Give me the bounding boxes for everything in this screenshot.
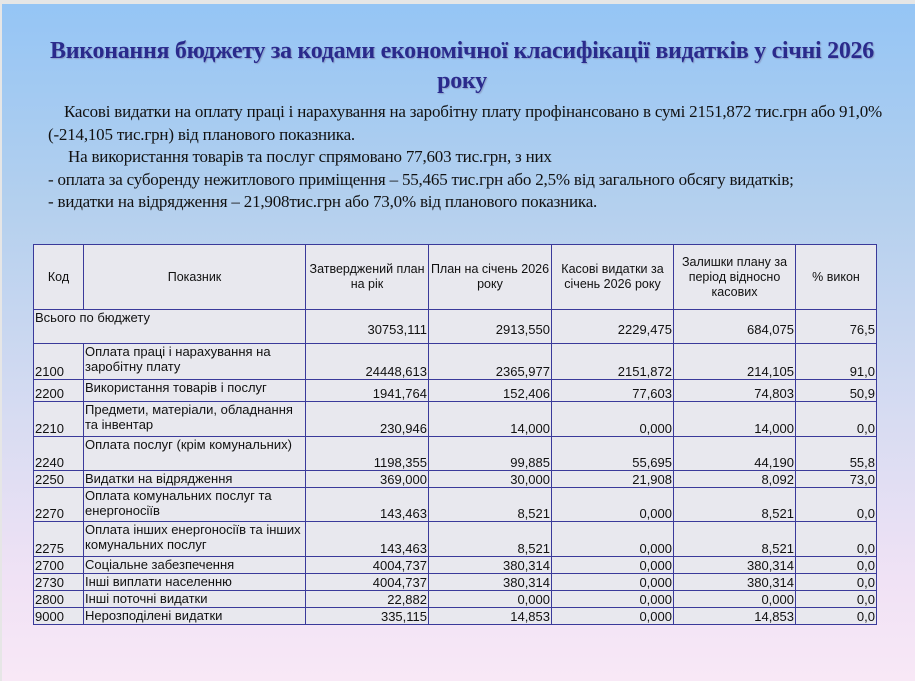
row-cash-expenses: 0,000 xyxy=(552,591,674,608)
header-indicator: Показник xyxy=(84,245,306,310)
row-annual-plan: 4004,737 xyxy=(306,574,429,591)
row-cash-expenses: 55,695 xyxy=(552,437,674,471)
row-annual-plan: 4004,737 xyxy=(306,557,429,574)
row-code: 2100 xyxy=(34,344,84,380)
row-plan-balance: 8,521 xyxy=(674,522,796,557)
row-indicator: Предмети, матеріали, обладнання та інвентар xyxy=(84,402,306,437)
row-january-plan: 8,521 xyxy=(429,522,552,557)
row-percent-done: 73,0 xyxy=(796,471,877,488)
header-percent-done: % викон xyxy=(796,245,877,310)
total-label: Всього по бюджету xyxy=(34,310,306,344)
row-indicator: Інші виплати населенню xyxy=(84,574,306,591)
row-annual-plan: 1198,355 xyxy=(306,437,429,471)
row-plan-balance: 0,000 xyxy=(674,591,796,608)
row-indicator: Оплата праці і нарахування на заробітну плату xyxy=(84,344,306,380)
paragraph-rent: - оплата за суборенду нежитлового приміщення – 55,465 тис.грн або 2,5% від загального обсягу видатків; xyxy=(48,169,794,189)
row-indicator: Видатки на відрядження xyxy=(84,471,306,488)
row-cash-expenses: 0,000 xyxy=(552,557,674,574)
row-code: 2250 xyxy=(34,471,84,488)
total-annual-plan: 30753,111 xyxy=(306,310,429,344)
row-percent-done: 0,0 xyxy=(796,591,877,608)
table-row xyxy=(34,591,877,608)
row-plan-balance: 214,105 xyxy=(674,344,796,380)
table-row xyxy=(34,574,877,591)
row-january-plan: 380,314 xyxy=(429,574,552,591)
row-cash-expenses: 0,000 xyxy=(552,488,674,522)
paragraph-goods: На використання товарів та послуг спрямовано 77,603 тис.грн, з них xyxy=(68,147,552,166)
row-plan-balance: 380,314 xyxy=(674,574,796,591)
paragraph-salary: Касові видатки на оплату праці і нарахування на заробітну плату профінансовано в сумі 2151,872 тис.грн або 91,0% (-214,105 тис.грн) від планового показника. xyxy=(48,102,882,144)
row-indicator: Інші поточні видатки xyxy=(84,591,306,608)
row-annual-plan: 1941,764 xyxy=(306,380,429,402)
row-percent-done: 0,0 xyxy=(796,402,877,437)
row-january-plan: 8,521 xyxy=(429,488,552,522)
table-row xyxy=(34,437,877,471)
row-percent-done: 0,0 xyxy=(796,608,877,625)
row-cash-expenses: 21,908 xyxy=(552,471,674,488)
total-cash-expenses: 2229,475 xyxy=(552,310,674,344)
table-row xyxy=(34,471,877,488)
row-code: 2275 xyxy=(34,522,84,557)
table-row xyxy=(34,380,877,402)
row-cash-expenses: 0,000 xyxy=(552,608,674,625)
row-percent-done: 91,0 xyxy=(796,344,877,380)
row-indicator: Оплата інших енергоносіїв та інших комунальних послуг xyxy=(84,522,306,557)
row-code: 2700 xyxy=(34,557,84,574)
row-january-plan: 152,406 xyxy=(429,380,552,402)
row-annual-plan: 22,882 xyxy=(306,591,429,608)
row-code: 2240 xyxy=(34,437,84,471)
row-plan-balance: 8,092 xyxy=(674,471,796,488)
row-indicator: Використання товарів і послуг xyxy=(84,380,306,402)
paragraph-travel: - видатки на відрядження – 21,908тис.грн або 73,0% від планового показника. xyxy=(48,192,598,211)
row-percent-done: 0,0 xyxy=(796,557,877,574)
row-indicator: Оплата послуг (крім комунальних) xyxy=(84,437,306,471)
row-code: 2210 xyxy=(34,402,84,437)
row-annual-plan: 143,463 xyxy=(306,522,429,557)
row-annual-plan: 335,115 xyxy=(306,608,429,625)
page-title: Виконання бюджету за кодами економічної класифікації видатків у січні 2026 року xyxy=(50,38,874,94)
budget-table xyxy=(33,244,877,625)
row-indicator: Оплата комунальних послуг та енергоносіїв xyxy=(84,488,306,522)
header-annual-plan: Затверджений план на рік xyxy=(306,245,429,310)
row-plan-balance: 14,000 xyxy=(674,402,796,437)
row-annual-plan: 230,946 xyxy=(306,402,429,437)
row-january-plan: 380,314 xyxy=(429,557,552,574)
header-plan-balance: Залишки плану за період відносно касових xyxy=(674,245,796,310)
row-cash-expenses: 0,000 xyxy=(552,402,674,437)
row-plan-balance: 380,314 xyxy=(674,557,796,574)
summary-text xyxy=(48,101,888,214)
row-code: 2730 xyxy=(34,574,84,591)
row-percent-done: 0,0 xyxy=(796,522,877,557)
row-code: 2270 xyxy=(34,488,84,522)
row-annual-plan: 369,000 xyxy=(306,471,429,488)
row-annual-plan: 24448,613 xyxy=(306,344,429,380)
total-row xyxy=(34,310,877,344)
row-indicator: Соціальне забезпечення xyxy=(84,557,306,574)
table-row xyxy=(34,344,877,380)
row-january-plan: 0,000 xyxy=(429,591,552,608)
header-january-plan: План на січень 2026 року xyxy=(429,245,552,310)
row-plan-balance: 8,521 xyxy=(674,488,796,522)
total-percent-done: 76,5 xyxy=(796,310,877,344)
total-january-plan: 2913,550 xyxy=(429,310,552,344)
row-code: 2800 xyxy=(34,591,84,608)
row-plan-balance: 74,803 xyxy=(674,380,796,402)
header-cash-expenses: Касові видатки за січень 2026 року xyxy=(552,245,674,310)
row-annual-plan: 143,463 xyxy=(306,488,429,522)
row-indicator: Нерозподілені видатки xyxy=(84,608,306,625)
table-row xyxy=(34,488,877,522)
row-january-plan: 14,000 xyxy=(429,402,552,437)
table-row xyxy=(34,402,877,437)
row-percent-done: 55,8 xyxy=(796,437,877,471)
total-plan-balance: 684,075 xyxy=(674,310,796,344)
row-percent-done: 0,0 xyxy=(796,488,877,522)
row-cash-expenses: 0,000 xyxy=(552,522,674,557)
row-cash-expenses: 77,603 xyxy=(552,380,674,402)
row-cash-expenses: 2151,872 xyxy=(552,344,674,380)
table-header-row xyxy=(34,245,877,310)
table-row xyxy=(34,557,877,574)
row-january-plan: 30,000 xyxy=(429,471,552,488)
row-code: 2200 xyxy=(34,380,84,402)
row-code: 9000 xyxy=(34,608,84,625)
slide xyxy=(2,4,915,681)
row-percent-done: 50,9 xyxy=(796,380,877,402)
row-january-plan: 2365,977 xyxy=(429,344,552,380)
row-plan-balance: 44,190 xyxy=(674,437,796,471)
row-cash-expenses: 0,000 xyxy=(552,574,674,591)
row-percent-done: 0,0 xyxy=(796,574,877,591)
row-plan-balance: 14,853 xyxy=(674,608,796,625)
row-january-plan: 14,853 xyxy=(429,608,552,625)
table-row xyxy=(34,522,877,557)
header-code: Код xyxy=(34,245,84,310)
row-january-plan: 99,885 xyxy=(429,437,552,471)
table-row xyxy=(34,608,877,625)
